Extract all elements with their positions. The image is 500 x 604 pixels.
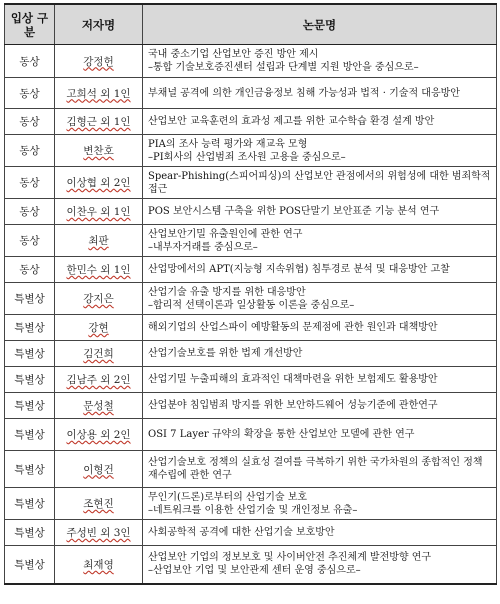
table-row: [5, 78, 497, 109]
award-type-cell: 동상: [5, 257, 55, 283]
award-type-cell: 동상: [5, 225, 55, 257]
award-type-cell: 동상: [5, 135, 55, 167]
paper-title-cell: [143, 315, 497, 341]
author-name: 이찬우 외 1인: [66, 206, 131, 218]
award-type-cell: 특별상: [5, 546, 55, 584]
paper-title-cell: [143, 283, 497, 315]
paper-title-cell: [143, 109, 497, 135]
author-name: 김형근 외 1인: [66, 116, 131, 128]
author-name: 김남주 외 2인: [66, 374, 131, 386]
paper-subtitle: –네트워크를 이용한 산업기술 및 개인정보 유출–: [148, 504, 358, 516]
paper-title-cell: [143, 419, 497, 451]
author-name: 이상협 외 2인: [66, 177, 131, 189]
paper-title: 부채널 공격에 의한 개인금융정보 침해 가능성과 법적 · 기술적 대응방안: [148, 87, 460, 99]
award-type-cell: 동상: [5, 78, 55, 109]
author-cell: [55, 419, 143, 451]
author-cell: [55, 78, 143, 109]
author-cell: [55, 367, 143, 393]
paper-title-cell: [143, 78, 497, 109]
author-name: 강지은: [83, 293, 114, 305]
table-row: [5, 393, 497, 419]
paper-title-cell: [143, 257, 497, 283]
paper-title-cell: [143, 488, 497, 520]
paper-title-cell: [143, 341, 497, 367]
author-cell: [55, 45, 143, 78]
paper-title: POS 보안시스템 구축을 위한 POS단말기 보안표준 기능 분석 연구: [148, 206, 440, 217]
header-author: 저자명: [55, 4, 143, 45]
table-row: [5, 546, 497, 584]
table-row: [5, 315, 497, 341]
table-row: [5, 283, 497, 315]
paper-title: 산업기술보호를 위한 법제 개선방안: [148, 348, 303, 359]
award-type-cell: 특별상: [5, 341, 55, 367]
paper-title-cell: [143, 45, 497, 78]
table-row: [5, 199, 497, 225]
table-row: [5, 451, 497, 488]
author-cell: [55, 546, 143, 584]
award-type-cell: 동상: [5, 109, 55, 135]
header-title: 논문명: [143, 4, 497, 45]
author-name: 변찬호: [83, 145, 114, 157]
paper-title: PIA의 조사 능력 평가와 재교육 모형: [148, 138, 308, 150]
paper-title-cell: [143, 225, 497, 257]
author-name: 김건희: [83, 348, 114, 360]
table-header-row: [5, 4, 497, 45]
author-name: 최판: [88, 235, 109, 247]
paper-title: 사회공학적 공격에 대한 산업기술 보호방안: [148, 527, 335, 538]
award-type-cell: 특별상: [5, 367, 55, 393]
paper-title: 산업기술 유출 방지를 위한 대응방안: [148, 286, 306, 298]
table-row: [5, 135, 497, 167]
paper-title: 산업기술보호 정책의 실효성 결여를 극복하기 위한 국가차원의 종합적인 정책 재수립에 관한 연구: [148, 457, 483, 481]
table-row: [5, 109, 497, 135]
award-type-cell: 특별상: [5, 283, 55, 315]
award-type-cell: 특별상: [5, 393, 55, 419]
table-row: [5, 167, 497, 199]
paper-title-cell: [143, 167, 497, 199]
paper-title: 산업보안 교육훈련의 효과성 제고를 위한 교수학습 환경 설계 방안: [148, 116, 435, 127]
table-row: [5, 45, 497, 78]
paper-title-cell: [143, 520, 497, 546]
author-cell: [55, 283, 143, 315]
paper-title: 산업분야 침입범죄 방지를 위한 보안하드웨어 성능기준에 관한연구: [148, 400, 438, 411]
author-cell: [55, 393, 143, 419]
author-name: 한민수 외 1인: [66, 264, 131, 276]
award-type-cell: 동상: [5, 167, 55, 199]
award-type-cell: 특별상: [5, 451, 55, 488]
award-type-cell: 동상: [5, 199, 55, 225]
paper-title-cell: [143, 451, 497, 488]
paper-title: Spear-Phishing(스피어피싱)의 산업보안 관점에서의 위험성에 대한 범죄학적 접근: [148, 170, 491, 195]
table-row: [5, 488, 497, 520]
paper-subtitle: –통합 기술보호증진센터 설립과 단계별 지원 방안을 중심으로–: [148, 62, 419, 73]
award-table: [4, 3, 497, 585]
paper-subtitle: –내부자거래를 중심으로–: [148, 241, 258, 253]
paper-title: 산업기밀 누출피해의 효과적인 대책마련을 위한 보험제도 활용방안: [148, 374, 438, 385]
table-row: [5, 257, 497, 283]
author-name: 주성빈 외 3인: [66, 527, 131, 539]
paper-subtitle: –산업보안 기업 및 보안관제 센터 운영 중심으로–: [148, 565, 361, 577]
author-name: 강정헌: [83, 55, 114, 68]
award-type-cell: 특별상: [5, 488, 55, 520]
paper-title: 산업망에서의 APT(지능형 지속위협) 침투경로 분석 및 대응방안 고찰: [148, 264, 450, 275]
paper-title-cell: [143, 393, 497, 419]
author-name: 강현: [88, 322, 109, 334]
table-row: [5, 520, 497, 546]
author-cell: [55, 257, 143, 283]
paper-subtitle: –PI회사의 산업범죄 조사원 고용을 중심으로–: [148, 151, 346, 163]
paper-subtitle: –합리적 선택이론과 일상활동 이론을 중심으로–: [148, 299, 355, 311]
paper-title: OSI 7 Layer 규약의 확장을 통한 산업보안 모델에 관한 연구: [148, 429, 415, 440]
author-cell: [55, 341, 143, 367]
paper-title: 산업보안기밀 유출원인에 관한 연구: [148, 228, 303, 240]
author-cell: [55, 315, 143, 341]
paper-title: 국내 중소기업 산업보안 증진 방안 제시: [148, 49, 319, 60]
author-name: 최재영: [83, 558, 114, 571]
author-name: 문성철: [83, 400, 114, 412]
award-type-cell: 동상: [5, 45, 55, 78]
paper-title-cell: [143, 367, 497, 393]
author-name: 고희석 외 1인: [66, 87, 131, 100]
author-cell: [55, 135, 143, 167]
paper-title: 해외기업의 산업스파이 예방활동의 문제점에 관한 원인과 대책방안: [148, 322, 438, 333]
author-cell: [55, 225, 143, 257]
author-cell: [55, 451, 143, 488]
author-cell: [55, 109, 143, 135]
paper-title: 무인기(드론)로부터의 산업기술 보호: [148, 491, 308, 503]
table-row: [5, 225, 497, 257]
award-type-cell: 특별상: [5, 315, 55, 341]
table-row: [5, 419, 497, 451]
author-cell: [55, 488, 143, 520]
author-name: 이형건: [83, 463, 114, 476]
paper-title-cell: [143, 199, 497, 225]
award-table-container: [4, 3, 496, 585]
award-type-cell: 특별상: [5, 419, 55, 451]
paper-title-cell: [143, 546, 497, 584]
header-award-type: 입상 구분: [5, 4, 55, 45]
table-body: [5, 45, 497, 584]
award-type-cell: 특별상: [5, 520, 55, 546]
author-cell: [55, 167, 143, 199]
author-name: 이상용 외 2인: [66, 429, 131, 441]
paper-title: 산업보안 기업의 정보보호 및 사이버안전 추진체계 발전방향 연구: [148, 552, 432, 564]
author-cell: [55, 520, 143, 546]
author-cell: [55, 199, 143, 225]
author-name: 조현진: [83, 498, 114, 510]
table-row: [5, 367, 497, 393]
table-row: [5, 341, 497, 367]
paper-title-cell: [143, 135, 497, 167]
